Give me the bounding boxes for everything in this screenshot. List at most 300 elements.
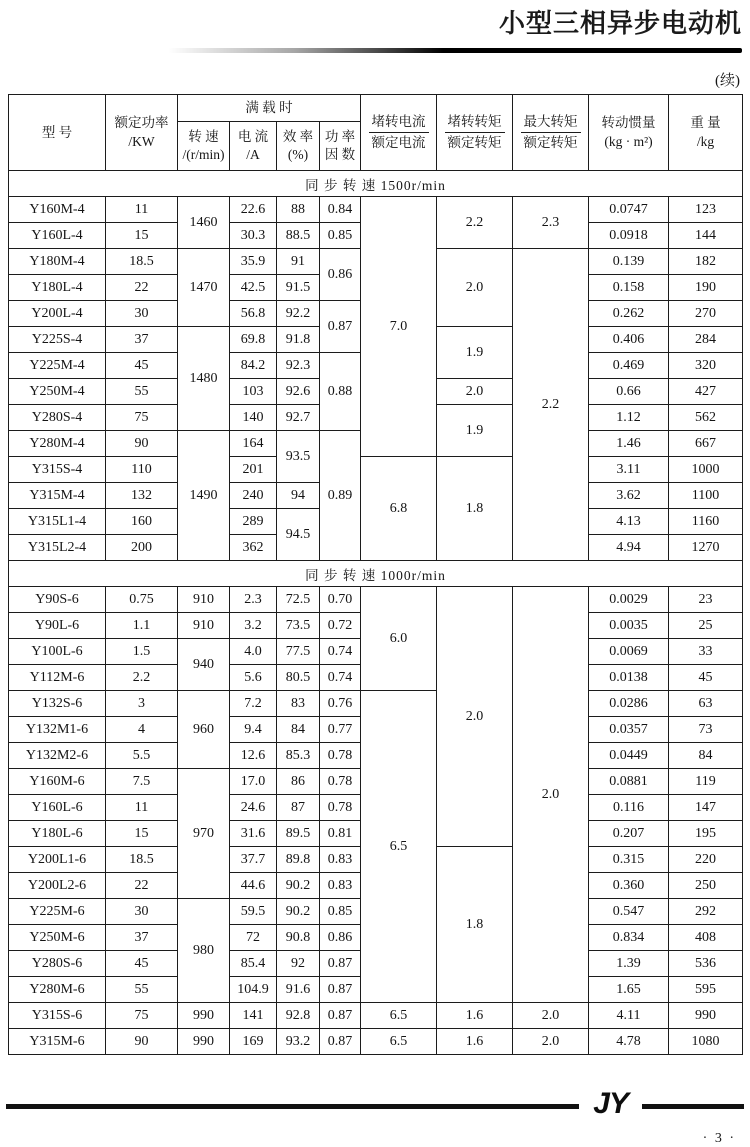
- table-row: [9, 197, 743, 223]
- cell-power: 160: [106, 509, 178, 535]
- cell-locked_torque_ratio: 1.9: [437, 327, 513, 379]
- cell-efficiency: 90.8: [277, 925, 320, 951]
- col-header-power-factor: [320, 122, 361, 171]
- cell-locked_current_ratio: 6.0: [361, 587, 437, 691]
- power-factor-label-2: 因 数: [324, 147, 356, 163]
- cell-current: 85.4: [230, 951, 277, 977]
- cell-current: 7.2: [230, 691, 277, 717]
- cell-efficiency: 84: [277, 717, 320, 743]
- section-header-row: [9, 171, 743, 197]
- cell-power: 0.75: [106, 587, 178, 613]
- cell-efficiency: 91: [277, 249, 320, 275]
- locked-current-fraction: [369, 113, 429, 151]
- cell-efficiency: 92.6: [277, 379, 320, 405]
- speed-label: 转 速: [188, 128, 219, 144]
- cell-weight: 73: [669, 717, 743, 743]
- weight-unit: /kg: [696, 133, 715, 149]
- speed-unit: /(r/min): [182, 147, 225, 163]
- table-row: [9, 587, 743, 613]
- cell-locked_torque_ratio: 2.0: [437, 587, 513, 847]
- cell-power_factor: 0.84: [320, 197, 361, 223]
- cell-power_factor: 0.85: [320, 223, 361, 249]
- cell-power: 3: [106, 691, 178, 717]
- cell-current: 103: [230, 379, 277, 405]
- cell-max_torque_ratio: 2.3: [513, 197, 589, 249]
- cell-inertia: 0.0918: [589, 223, 669, 249]
- cell-speed: 970: [178, 769, 230, 899]
- cell-weight: 562: [669, 405, 743, 431]
- cell-efficiency: 88.5: [277, 223, 320, 249]
- cell-efficiency: 93.5: [277, 431, 320, 483]
- cell-model: Y200L-4: [9, 301, 106, 327]
- cell-weight: 250: [669, 873, 743, 899]
- cell-weight: 1270: [669, 535, 743, 561]
- cell-current: 42.5: [230, 275, 277, 301]
- fraction-numerator: 堵转转矩: [445, 113, 505, 133]
- cell-efficiency: 88: [277, 197, 320, 223]
- table-body: [9, 171, 743, 1055]
- cell-current: 12.6: [230, 743, 277, 769]
- cell-locked_torque_ratio: 1.8: [437, 847, 513, 1003]
- table-row: [9, 457, 743, 483]
- cell-inertia: 0.0286: [589, 691, 669, 717]
- cell-power_factor: 0.86: [320, 925, 361, 951]
- cell-power: 90: [106, 1029, 178, 1055]
- cell-model: Y160L-6: [9, 795, 106, 821]
- cell-power: 30: [106, 301, 178, 327]
- cell-inertia: 3.62: [589, 483, 669, 509]
- cell-model: Y100L-6: [9, 639, 106, 665]
- cell-inertia: 0.0035: [589, 613, 669, 639]
- cell-efficiency: 93.2: [277, 1029, 320, 1055]
- table-header: [9, 95, 743, 171]
- cell-power_factor: 0.83: [320, 847, 361, 873]
- cell-current: 9.4: [230, 717, 277, 743]
- cell-efficiency: 94: [277, 483, 320, 509]
- cell-model: Y200L1-6: [9, 847, 106, 873]
- footer-rule: [6, 1089, 744, 1123]
- cell-power: 2.2: [106, 665, 178, 691]
- cell-weight: 84: [669, 743, 743, 769]
- cell-weight: 220: [669, 847, 743, 873]
- cell-weight: 1100: [669, 483, 743, 509]
- cell-max_torque_ratio: 2.0: [513, 587, 589, 1003]
- cell-speed: 960: [178, 691, 230, 769]
- cell-efficiency: 89.5: [277, 821, 320, 847]
- cell-model: Y132M1-6: [9, 717, 106, 743]
- cell-speed: 1460: [178, 197, 230, 249]
- efficiency-label: 效 率: [282, 128, 314, 144]
- cell-weight: 320: [669, 353, 743, 379]
- cell-efficiency: 89.8: [277, 847, 320, 873]
- cell-efficiency: 72.5: [277, 587, 320, 613]
- cell-speed: 990: [178, 1029, 230, 1055]
- cell-current: 362: [230, 535, 277, 561]
- efficiency-unit: (%): [287, 147, 309, 163]
- cell-model: Y225M-6: [9, 899, 106, 925]
- cell-model: Y160M-4: [9, 197, 106, 223]
- cell-weight: 595: [669, 977, 743, 1003]
- cell-weight: 25: [669, 613, 743, 639]
- cell-locked_current_ratio: 6.5: [361, 691, 437, 1003]
- cell-current: 164: [230, 431, 277, 457]
- cell-power_factor: 0.87: [320, 1029, 361, 1055]
- cell-weight: 45: [669, 665, 743, 691]
- cell-efficiency: 80.5: [277, 665, 320, 691]
- inertia-unit: (kg · m²): [604, 133, 653, 149]
- document-page: [0, 8, 750, 1147]
- cell-speed: 980: [178, 899, 230, 1003]
- table-row: [9, 1029, 743, 1055]
- cell-model: Y315M-6: [9, 1029, 106, 1055]
- max-torque-fraction: [521, 113, 581, 151]
- cell-inertia: 0.315: [589, 847, 669, 873]
- cell-power: 110: [106, 457, 178, 483]
- cell-power_factor: 0.87: [320, 301, 361, 353]
- cell-efficiency: 77.5: [277, 639, 320, 665]
- cell-model: Y315S-6: [9, 1003, 106, 1029]
- cell-efficiency: 92.3: [277, 353, 320, 379]
- cell-inertia: 4.13: [589, 509, 669, 535]
- cell-power_factor: 0.78: [320, 795, 361, 821]
- cell-inertia: 0.66: [589, 379, 669, 405]
- cell-power: 37: [106, 327, 178, 353]
- cell-inertia: 1.12: [589, 405, 669, 431]
- cell-power: 75: [106, 1003, 178, 1029]
- cell-model: Y250M-6: [9, 925, 106, 951]
- cell-speed: 1470: [178, 249, 230, 327]
- cell-speed: 910: [178, 587, 230, 613]
- cell-inertia: 0.406: [589, 327, 669, 353]
- cell-power_factor: 0.83: [320, 873, 361, 899]
- cell-efficiency: 83: [277, 691, 320, 717]
- cell-inertia: 0.0357: [589, 717, 669, 743]
- cell-weight: 990: [669, 1003, 743, 1029]
- cell-current: 44.6: [230, 873, 277, 899]
- footer-line-left: [6, 1104, 579, 1109]
- cell-current: 37.7: [230, 847, 277, 873]
- cell-efficiency: 92.7: [277, 405, 320, 431]
- cell-inertia: 0.139: [589, 249, 669, 275]
- cell-locked_torque_ratio: 2.0: [437, 249, 513, 327]
- cell-inertia: 0.469: [589, 353, 669, 379]
- cell-inertia: 0.0747: [589, 197, 669, 223]
- fraction-denominator: 额定电流: [371, 134, 426, 150]
- fraction-numerator: 最大转矩: [521, 113, 581, 133]
- cell-weight: 1000: [669, 457, 743, 483]
- cell-inertia: 0.158: [589, 275, 669, 301]
- cell-locked_torque_ratio: 1.8: [437, 457, 513, 561]
- section-label: 同 步 转 速 1000r/min: [9, 561, 743, 587]
- cell-speed: 990: [178, 1003, 230, 1029]
- cell-weight: 408: [669, 925, 743, 951]
- cell-power: 11: [106, 795, 178, 821]
- cell-weight: 144: [669, 223, 743, 249]
- col-header-locked-torque-ratio: [437, 95, 513, 171]
- cell-power: 55: [106, 379, 178, 405]
- cell-power_factor: 0.72: [320, 613, 361, 639]
- cell-inertia: 0.0069: [589, 639, 669, 665]
- col-header-current: [230, 122, 277, 171]
- cell-model: Y280M-4: [9, 431, 106, 457]
- cell-locked_torque_ratio: 1.6: [437, 1029, 513, 1055]
- publisher-logo: JY: [593, 1087, 628, 1121]
- cell-power: 18.5: [106, 249, 178, 275]
- cell-power: 15: [106, 821, 178, 847]
- section-label: 同 步 转 速 1500r/min: [9, 171, 743, 197]
- cell-efficiency: 91.5: [277, 275, 320, 301]
- fraction-denominator: 额定转矩: [523, 134, 578, 150]
- cell-locked_current_ratio: 6.5: [361, 1003, 437, 1029]
- cell-weight: 190: [669, 275, 743, 301]
- cell-efficiency: 85.3: [277, 743, 320, 769]
- cell-power: 15: [106, 223, 178, 249]
- fraction-numerator: 堵转电流: [369, 113, 429, 133]
- table-row: [9, 1003, 743, 1029]
- cell-model: Y225S-4: [9, 327, 106, 353]
- cell-power: 55: [106, 977, 178, 1003]
- footer-line-right: [642, 1104, 744, 1109]
- cell-current: 35.9: [230, 249, 277, 275]
- cell-model: Y90S-6: [9, 587, 106, 613]
- cell-inertia: 0.547: [589, 899, 669, 925]
- cell-weight: 23: [669, 587, 743, 613]
- cell-power_factor: 0.76: [320, 691, 361, 717]
- cell-weight: 270: [669, 301, 743, 327]
- cell-inertia: 4.78: [589, 1029, 669, 1055]
- cell-current: 30.3: [230, 223, 277, 249]
- cell-power: 200: [106, 535, 178, 561]
- page-number: · 3 ·: [702, 1131, 736, 1147]
- cell-weight: 63: [669, 691, 743, 717]
- cell-weight: 292: [669, 899, 743, 925]
- cell-locked_current_ratio: 7.0: [361, 197, 437, 457]
- cell-power: 4: [106, 717, 178, 743]
- cell-model: Y200L2-6: [9, 873, 106, 899]
- cell-power_factor: 0.86: [320, 249, 361, 301]
- cell-model: Y280S-6: [9, 951, 106, 977]
- cell-power_factor: 0.78: [320, 769, 361, 795]
- cell-current: 69.8: [230, 327, 277, 353]
- col-header-full-load: 满 载 时: [178, 95, 361, 122]
- cell-power: 22: [106, 873, 178, 899]
- cell-efficiency: 92: [277, 951, 320, 977]
- locked-torque-fraction: [445, 113, 505, 151]
- cell-power: 1.5: [106, 639, 178, 665]
- cell-inertia: 0.0029: [589, 587, 669, 613]
- cell-power: 7.5: [106, 769, 178, 795]
- cell-inertia: 1.46: [589, 431, 669, 457]
- cell-power_factor: 0.87: [320, 951, 361, 977]
- cell-locked_torque_ratio: 2.0: [437, 379, 513, 405]
- fraction-denominator: 额定转矩: [447, 134, 502, 150]
- cell-power_factor: 0.88: [320, 353, 361, 431]
- cell-current: 72: [230, 925, 277, 951]
- cell-model: Y112M-6: [9, 665, 106, 691]
- cell-efficiency: 87: [277, 795, 320, 821]
- cell-power_factor: 0.85: [320, 899, 361, 925]
- cell-power: 5.5: [106, 743, 178, 769]
- cell-efficiency: 92.8: [277, 1003, 320, 1029]
- cell-power: 18.5: [106, 847, 178, 873]
- cell-power: 11: [106, 197, 178, 223]
- cell-locked_current_ratio: 6.8: [361, 457, 437, 561]
- cell-locked_torque_ratio: 1.9: [437, 405, 513, 457]
- cell-model: Y315L1-4: [9, 509, 106, 535]
- col-header-speed: [178, 122, 230, 171]
- cell-current: 201: [230, 457, 277, 483]
- cell-power: 132: [106, 483, 178, 509]
- cell-weight: 667: [669, 431, 743, 457]
- power-factor-label-1: 功 率: [324, 128, 356, 144]
- table-row: [9, 691, 743, 717]
- cell-model: Y315L2-4: [9, 535, 106, 561]
- section-header-row: [9, 561, 743, 587]
- current-label: 电 流: [237, 128, 269, 144]
- cell-speed: 910: [178, 613, 230, 639]
- page-title: 小型三相异步电动机: [498, 8, 742, 38]
- motor-spec-table: [8, 94, 743, 1055]
- cell-power: 30: [106, 899, 178, 925]
- cell-current: 141: [230, 1003, 277, 1029]
- cell-current: 17.0: [230, 769, 277, 795]
- cell-power_factor: 0.89: [320, 431, 361, 561]
- col-header-inertia: [589, 95, 669, 171]
- cell-inertia: 4.11: [589, 1003, 669, 1029]
- cell-model: Y180L-6: [9, 821, 106, 847]
- cell-efficiency: 86: [277, 769, 320, 795]
- cell-model: Y315S-4: [9, 457, 106, 483]
- cell-weight: 427: [669, 379, 743, 405]
- cell-power_factor: 0.74: [320, 665, 361, 691]
- cell-weight: 284: [669, 327, 743, 353]
- cell-weight: 1080: [669, 1029, 743, 1055]
- cell-current: 84.2: [230, 353, 277, 379]
- cell-model: Y160M-6: [9, 769, 106, 795]
- cell-model: Y132S-6: [9, 691, 106, 717]
- cell-current: 240: [230, 483, 277, 509]
- rated-power-unit: /KW: [128, 133, 155, 149]
- cell-inertia: 0.0881: [589, 769, 669, 795]
- cell-speed: 1490: [178, 431, 230, 561]
- cell-current: 31.6: [230, 821, 277, 847]
- cell-weight: 147: [669, 795, 743, 821]
- cell-model: Y180M-4: [9, 249, 106, 275]
- cell-current: 59.5: [230, 899, 277, 925]
- cell-model: Y160L-4: [9, 223, 106, 249]
- cell-power_factor: 0.87: [320, 977, 361, 1003]
- cell-current: 4.0: [230, 639, 277, 665]
- cell-current: 104.9: [230, 977, 277, 1003]
- cell-power_factor: 0.78: [320, 743, 361, 769]
- cell-power: 37: [106, 925, 178, 951]
- cell-inertia: 0.360: [589, 873, 669, 899]
- continued-label: (续): [715, 73, 740, 90]
- cell-inertia: 0.116: [589, 795, 669, 821]
- cell-max_torque_ratio: 2.0: [513, 1003, 589, 1029]
- col-header-model: 型 号: [9, 95, 106, 171]
- cell-locked_current_ratio: 6.5: [361, 1029, 437, 1055]
- col-header-weight: [669, 95, 743, 171]
- cell-model: Y132M2-6: [9, 743, 106, 769]
- cell-power: 22: [106, 275, 178, 301]
- cell-model: Y280S-4: [9, 405, 106, 431]
- cell-speed: 1480: [178, 327, 230, 431]
- cell-max_torque_ratio: 2.2: [513, 249, 589, 561]
- cell-inertia: 0.0138: [589, 665, 669, 691]
- cell-power: 90: [106, 431, 178, 457]
- cell-current: 2.3: [230, 587, 277, 613]
- cell-weight: 182: [669, 249, 743, 275]
- cell-power_factor: 0.87: [320, 1003, 361, 1029]
- cell-current: 169: [230, 1029, 277, 1055]
- cell-current: 289: [230, 509, 277, 535]
- title-gradient-rule: [168, 48, 742, 53]
- col-header-efficiency: [277, 122, 320, 171]
- cell-efficiency: 94.5: [277, 509, 320, 561]
- cell-power: 1.1: [106, 613, 178, 639]
- rated-power-label: 额定功率: [114, 115, 169, 131]
- col-header-max-torque-ratio: [513, 95, 589, 171]
- cell-model: Y315M-4: [9, 483, 106, 509]
- cell-inertia: 0.262: [589, 301, 669, 327]
- cell-power: 75: [106, 405, 178, 431]
- cell-inertia: 3.11: [589, 457, 669, 483]
- cell-inertia: 0.0449: [589, 743, 669, 769]
- cell-power_factor: 0.77: [320, 717, 361, 743]
- cell-current: 56.8: [230, 301, 277, 327]
- cell-efficiency: 91.6: [277, 977, 320, 1003]
- cell-weight: 123: [669, 197, 743, 223]
- cell-inertia: 1.39: [589, 951, 669, 977]
- cell-model: Y225M-4: [9, 353, 106, 379]
- cell-current: 24.6: [230, 795, 277, 821]
- cell-inertia: 4.94: [589, 535, 669, 561]
- cell-power_factor: 0.81: [320, 821, 361, 847]
- col-header-locked-current-ratio: [361, 95, 437, 171]
- cell-locked_torque_ratio: 2.2: [437, 197, 513, 249]
- cell-weight: 1160: [669, 509, 743, 535]
- cell-model: Y250M-4: [9, 379, 106, 405]
- col-header-rated-power: [106, 95, 178, 171]
- cell-current: 140: [230, 405, 277, 431]
- cell-efficiency: 92.2: [277, 301, 320, 327]
- cell-max_torque_ratio: 2.0: [513, 1029, 589, 1055]
- current-unit: /A: [246, 147, 260, 163]
- cell-power: 45: [106, 353, 178, 379]
- cell-inertia: 1.65: [589, 977, 669, 1003]
- cell-current: 3.2: [230, 613, 277, 639]
- cell-power_factor: 0.70: [320, 587, 361, 613]
- cell-weight: 536: [669, 951, 743, 977]
- cell-inertia: 0.834: [589, 925, 669, 951]
- cell-locked_torque_ratio: 1.6: [437, 1003, 513, 1029]
- cell-weight: 119: [669, 769, 743, 795]
- inertia-label: 转动惯量: [601, 115, 656, 131]
- cell-efficiency: 90.2: [277, 899, 320, 925]
- cell-weight: 195: [669, 821, 743, 847]
- cell-power_factor: 0.74: [320, 639, 361, 665]
- cell-efficiency: 90.2: [277, 873, 320, 899]
- cell-power: 45: [106, 951, 178, 977]
- cell-model: Y90L-6: [9, 613, 106, 639]
- cell-model: Y280M-6: [9, 977, 106, 1003]
- cell-weight: 33: [669, 639, 743, 665]
- cell-efficiency: 91.8: [277, 327, 320, 353]
- cell-model: Y180L-4: [9, 275, 106, 301]
- cell-inertia: 0.207: [589, 821, 669, 847]
- cell-current: 22.6: [230, 197, 277, 223]
